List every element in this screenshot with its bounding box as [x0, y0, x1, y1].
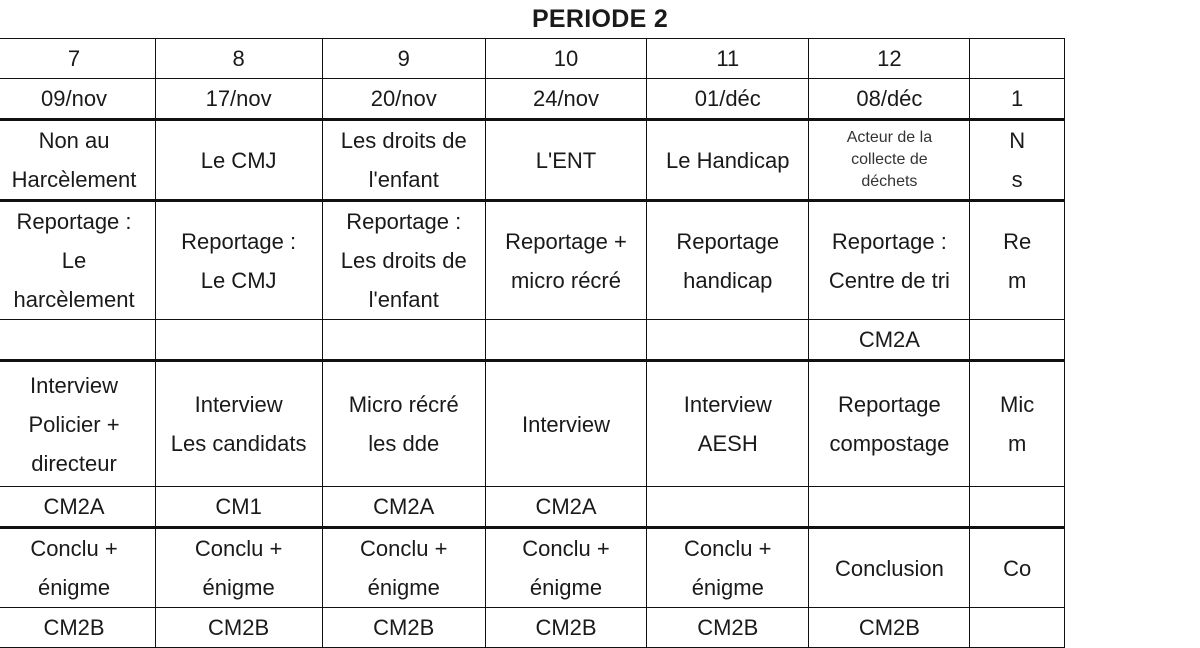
cell-line: Policier + [28, 411, 120, 437]
cell-line: 01/déc [694, 86, 761, 111]
table-cell [485, 79, 646, 120]
table-cell [322, 201, 485, 320]
cell-line: CM2B [697, 615, 759, 640]
cell-line: 9 [397, 46, 410, 71]
cell-line: Harcèlement [11, 167, 137, 192]
cell-line: N [1009, 128, 1026, 153]
cell-line: Interview [194, 392, 283, 417]
cell-line: Conclusion [834, 555, 944, 581]
table-cell [809, 361, 970, 487]
table-cell [485, 201, 646, 320]
cell-line: 09/nov [41, 86, 108, 111]
cell-line: m [1007, 267, 1027, 293]
cell-line: 24/nov [532, 86, 600, 111]
cell-line: Conclu + [522, 536, 610, 561]
cell-line: l'enfant [368, 167, 439, 192]
table-row [0, 201, 1065, 320]
table-cell [155, 39, 322, 79]
cell-line: s [1011, 167, 1023, 192]
table-row [0, 528, 1065, 608]
cell-line: Mic [1000, 392, 1035, 417]
table-cell [322, 361, 485, 487]
cell-line: directeur [31, 450, 117, 476]
cell-line: collecte de [851, 151, 928, 168]
table-cell [0, 39, 155, 79]
cell-line: CM2A [43, 494, 105, 519]
table-cell [322, 608, 485, 648]
cell-line: 11 [716, 46, 740, 71]
table-cell [485, 120, 646, 201]
cell-line: Reportage : [181, 228, 297, 254]
cell-line: CM1 [215, 494, 262, 519]
cell-line: les dde [368, 431, 440, 456]
table-cell [155, 79, 322, 120]
table-cell [485, 361, 646, 487]
cell-line: harcèlement [13, 287, 135, 312]
table-cell [970, 528, 1065, 608]
table-cell [0, 361, 155, 487]
table-cell [155, 528, 322, 608]
table-cell [970, 39, 1065, 79]
table-cell [970, 79, 1065, 120]
table-cell [0, 79, 155, 120]
table-cell [970, 487, 1065, 528]
table-cell [647, 39, 809, 79]
cell-line: micro récré [510, 267, 621, 293]
table-cell [155, 487, 322, 528]
cell-line: Reportage : [831, 228, 947, 254]
table-cell [809, 201, 970, 320]
table-cell [155, 201, 322, 320]
cell-line: énigme [37, 575, 111, 600]
table-cell [155, 320, 322, 361]
table-cell [485, 608, 646, 648]
cell-line: énigme [691, 575, 764, 600]
table-cell [0, 320, 155, 361]
cell-line: Interview [683, 392, 772, 417]
cell-line: Les droits de [340, 248, 467, 273]
table-cell [809, 487, 970, 528]
table-cell [0, 120, 155, 201]
table-row [0, 361, 1065, 487]
cell-line: 20/nov [370, 86, 437, 111]
cell-line: Conclu + [194, 536, 283, 561]
cell-line: Reportage [676, 228, 780, 254]
table-cell [970, 201, 1065, 320]
cell-line: énigme [529, 575, 603, 600]
cell-line: CM2B [43, 615, 105, 640]
cell-line: Conclu + [30, 536, 118, 561]
cell-line: Conclu + [684, 536, 772, 561]
cell-line: Interview [521, 411, 611, 437]
cell-line: Reportage : [346, 209, 462, 234]
table-cell [647, 361, 809, 487]
cell-line: 08/déc [856, 86, 923, 111]
table-row [0, 39, 1065, 79]
table-cell [647, 120, 809, 201]
cell-line: Co [1003, 555, 1032, 581]
cell-line: CM2B [373, 615, 435, 640]
table-row [0, 320, 1065, 361]
table-row [0, 608, 1065, 648]
table-cell [0, 528, 155, 608]
table-cell [322, 320, 485, 361]
table-cell [485, 528, 646, 608]
cell-line: Le CMJ [200, 267, 277, 293]
table-cell [322, 120, 485, 201]
cell-line: Conclu + [360, 536, 448, 561]
table-cell [970, 320, 1065, 361]
table-cell [485, 39, 646, 79]
cell-line: Reportage + [505, 228, 627, 254]
cell-line: CM2A [858, 327, 920, 352]
table-cell [322, 79, 485, 120]
cell-line: 17/nov [205, 86, 272, 111]
table-cell [809, 320, 970, 361]
cell-line: CM2B [858, 615, 920, 640]
table-cell [809, 528, 970, 608]
cell-line: 12 [877, 46, 902, 71]
table-cell [0, 487, 155, 528]
table-cell [322, 528, 485, 608]
table-row [0, 120, 1065, 201]
cell-line: Le CMJ [200, 147, 277, 173]
cell-line: Le [61, 248, 87, 273]
table-cell [809, 608, 970, 648]
table-cell [155, 120, 322, 201]
cell-line: Les droits de [340, 128, 467, 153]
cell-line: Non au [38, 128, 110, 153]
table-cell [647, 487, 809, 528]
cell-line: compostage [829, 431, 950, 456]
cell-line: 8 [232, 46, 245, 71]
cell-line: Acteur de la [846, 129, 933, 146]
cell-line: énigme [367, 575, 440, 600]
cell-line: Le Handicap [665, 147, 790, 173]
cell-line: énigme [202, 575, 275, 600]
cell-line: m [1007, 431, 1027, 456]
cell-line: Re [1003, 228, 1032, 254]
cell-line: CM2A [373, 494, 435, 519]
cell-line: 10 [553, 46, 579, 71]
page-title: PERIODE 2 [531, 5, 669, 33]
schedule-table [0, 38, 1065, 648]
cell-line: CM2A [535, 494, 597, 519]
table-cell [0, 608, 155, 648]
cell-line: déchets [861, 173, 918, 190]
cell-line: 7 [67, 46, 81, 71]
table-cell [0, 201, 155, 320]
cell-line: l'enfant [368, 287, 439, 312]
table-cell [155, 608, 322, 648]
table-row [0, 487, 1065, 528]
table-cell [647, 608, 809, 648]
cell-line: 1 [1011, 86, 1024, 111]
table-cell [647, 528, 809, 608]
cell-line: Micro récré [348, 392, 459, 417]
cell-line: CM2B [535, 615, 597, 640]
table-cell [970, 608, 1065, 648]
cell-line: Reportage [838, 392, 941, 417]
cell-line: CM2B [208, 615, 270, 640]
table-cell [322, 39, 485, 79]
table-cell [647, 320, 809, 361]
table-cell [485, 320, 646, 361]
cell-line: Reportage : [16, 209, 132, 234]
table-cell [809, 120, 970, 201]
cell-line: L'ENT [535, 147, 597, 173]
cell-line: Centre de tri [828, 267, 950, 293]
table-cell [970, 120, 1065, 201]
table-cell [809, 39, 970, 79]
table-cell [322, 487, 485, 528]
cell-line: handicap [683, 267, 773, 293]
schedule-body [0, 39, 1065, 648]
table-cell [485, 487, 646, 528]
table-row [0, 79, 1065, 120]
cell-line: AESH [697, 431, 758, 456]
table-cell [155, 361, 322, 487]
table-cell [647, 201, 809, 320]
table-cell [647, 79, 809, 120]
table-cell [970, 361, 1065, 487]
table-cell [809, 79, 970, 120]
cell-line: Les candidats [170, 431, 307, 456]
cell-line: Interview [30, 372, 119, 398]
